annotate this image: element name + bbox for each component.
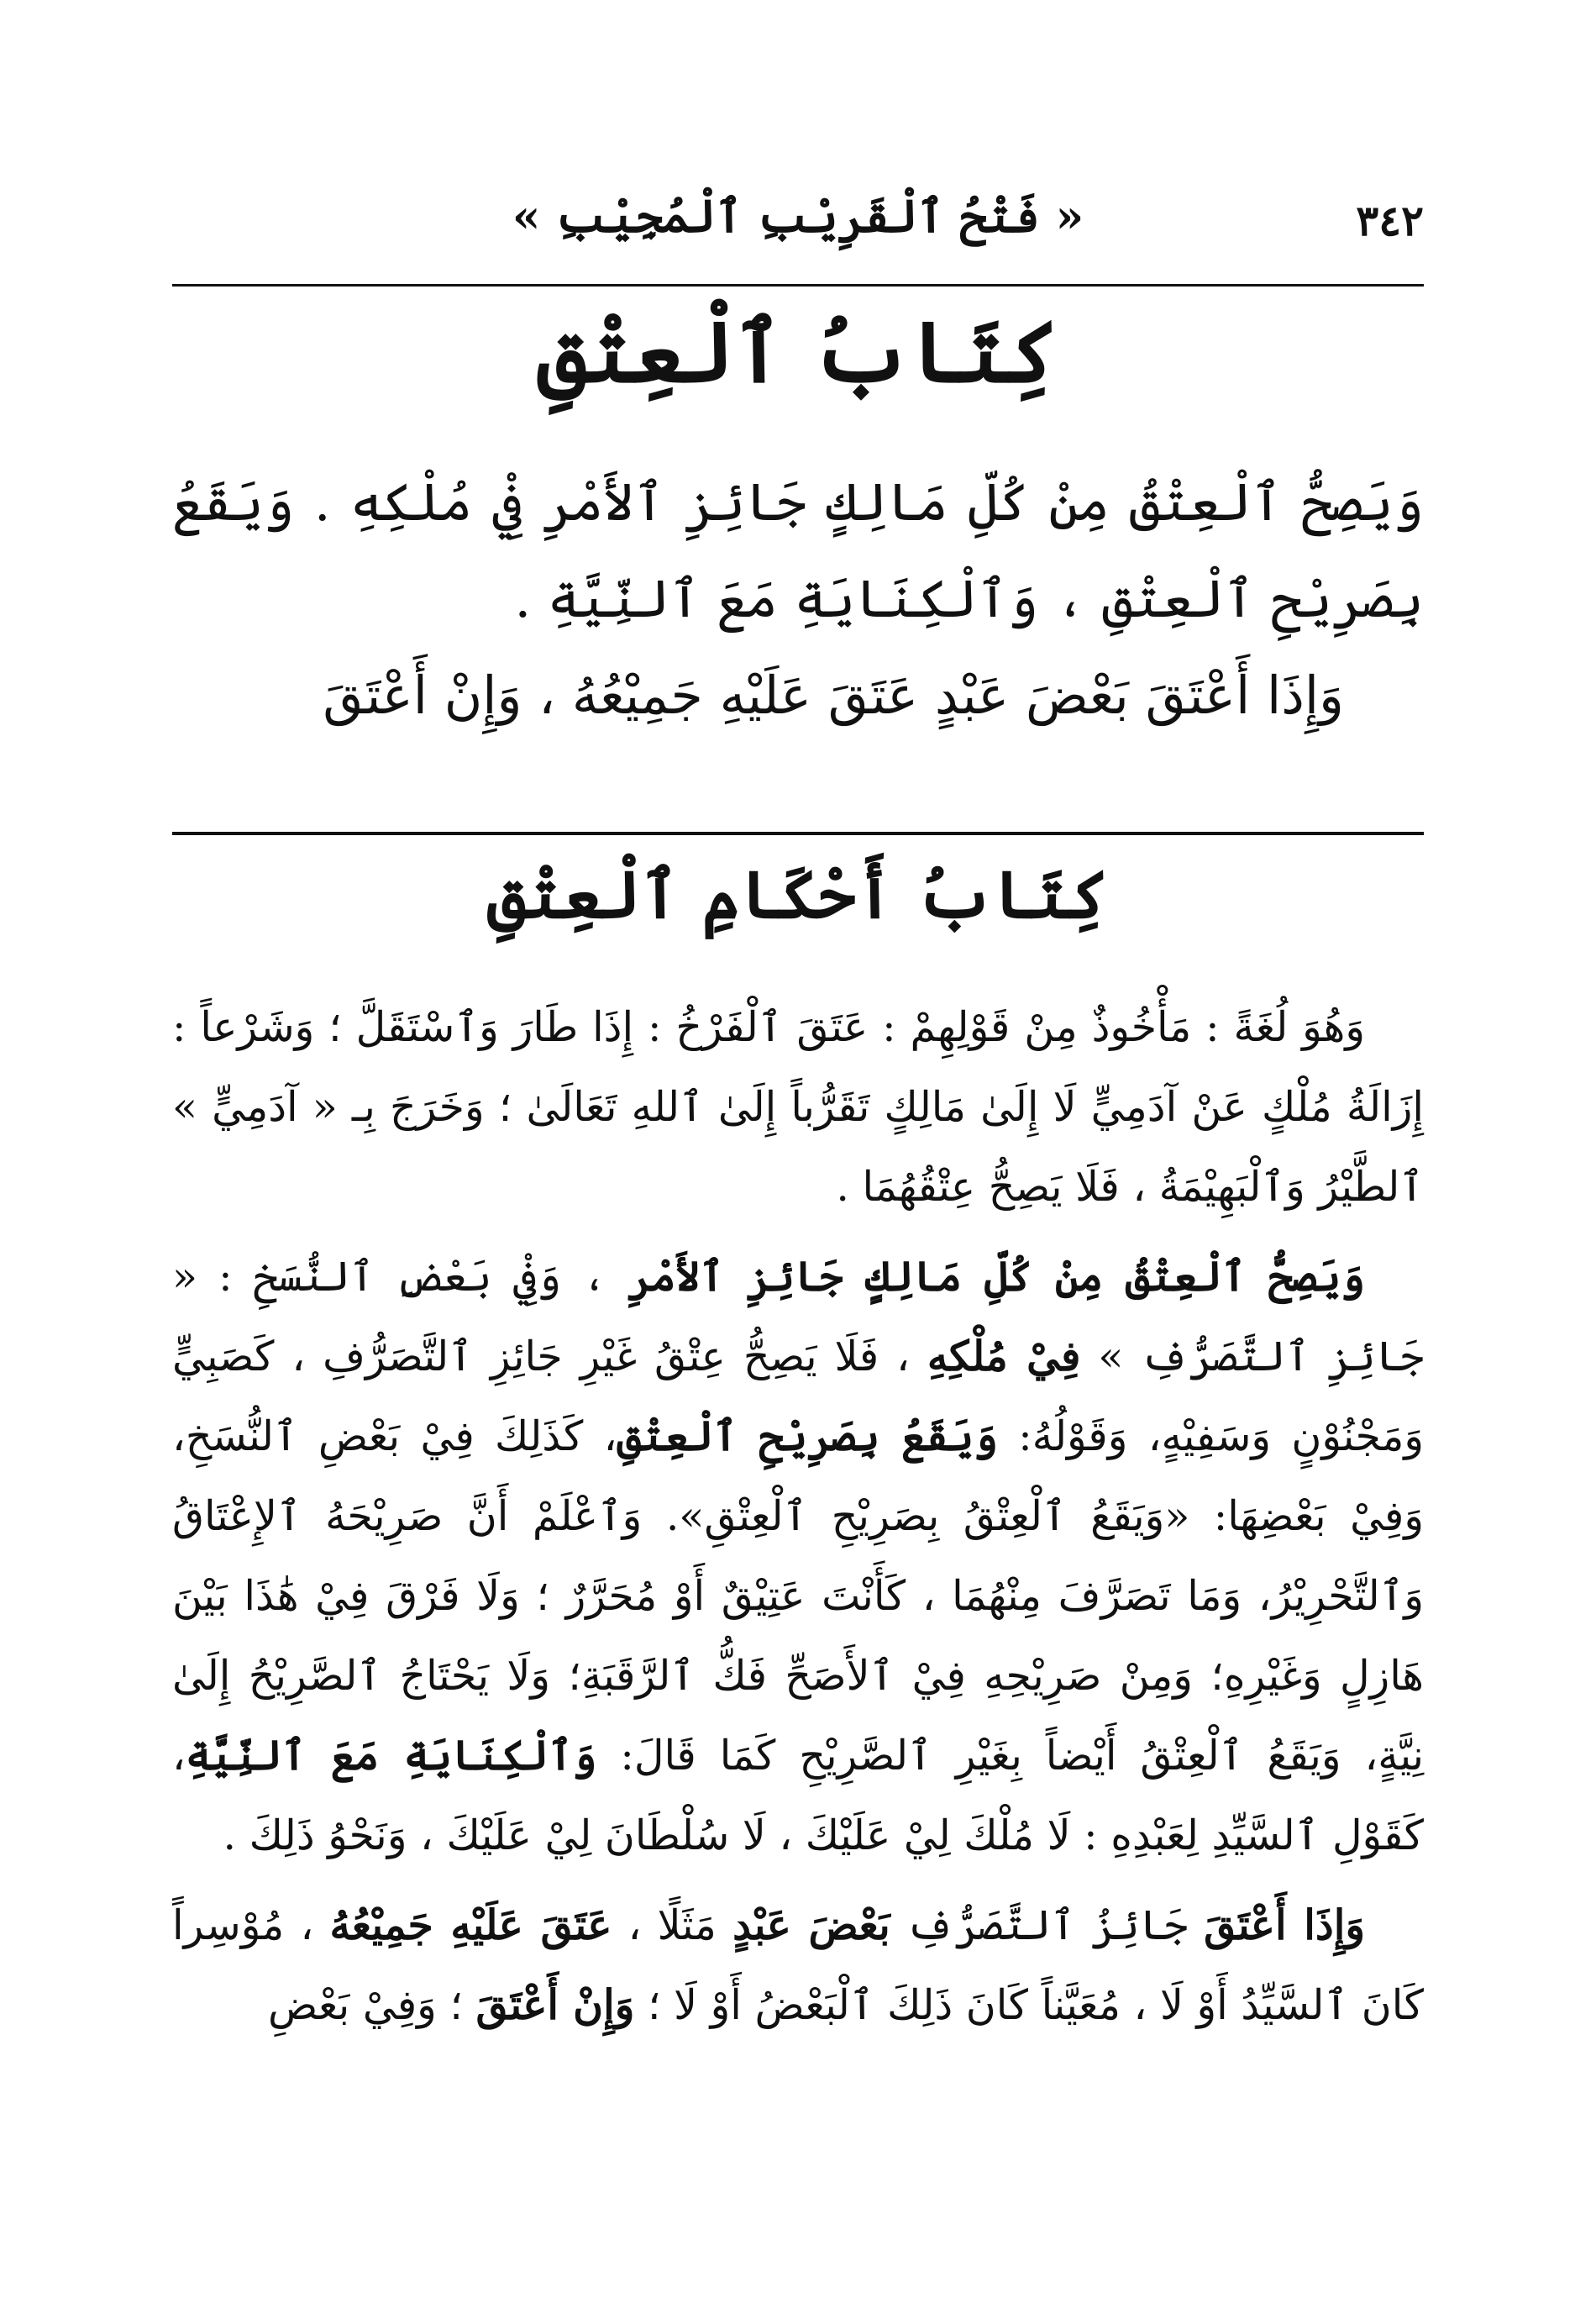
commentary-text-run: ، كَقَوْلِ ٱلسَّيِّدِ لِعَبْدِهِ : لَا مُلْكَ لِيْ عَلَيْكَ ، لَا سُلْطَانَ لِيْ عَلَيْكَ ، وَنَحْوُ ذَلِكَ . bbox=[172, 1732, 1424, 1859]
page-header bbox=[172, 189, 1424, 269]
matn-line: وَإِذَا أَعْتَقَ بَعْضَ عَبْدٍ عَتَقَ عَلَيْهِ جَمِيْعُهُ ، وَإِنْ أَعْتَقَ bbox=[323, 665, 1344, 726]
commentary-text-run: ، كَذَلِكَ فِيْ بَعْضِ ٱلنُّسَخِ، وَفِيْ بَعْضِهَا: «وَيَقَعُ ٱلْعِتْقُ بِصَرِيْحِ ٱلْعِتْقِ». وَٱعْلَمْ أَنَّ صَرِيْحَهُ ٱلإِعْتَاقُ وَٱلتَّحْرِيْرُ، وَمَا تَصَرَّفَ مِنْهُمَا ، كَأَنْتَ عَتِيْقٌ أَوْ مُحَرَّرٌ ؛ وَلَا فَرْقَ فِيْ هَٰذَا بَيْنَ هَازِلٍ وَغَيْرِهِ؛ وَمِنْ صَرِيْحِهِ فِيْ ٱلأَصَحِّ فَكُّ ٱلرَّقَبَةِ؛ وَلَا يَحْتَاجُ ٱلصَّرِيْحُ إِلَىٰ نِيَّةٍ، وَيَقَعُ ٱلْعِتْقُ أَيْضاً بِغَيْرِ ٱلصَّرِيْحِ كَمَا قَالَ: bbox=[172, 1412, 1424, 1780]
commentary-text-run: وَهُوَ لُغَةً : مَأْخُوذٌ مِنْ قَوْلِهِمْ : عَتَقَ ٱلْفَرْخُ : إِذَا طَارَ وَٱسْتَقَلَّ ؛ وَشَرْعاً : إِزَالَةُ مُلْكٍ عَنْ آدَمِيٍّ لَا إِلَىٰ مَالِكٍ تَقَرُّباً إِلَىٰ ٱللهِ تَعَالَىٰ ؛ وَخَرَجَ بِـ « آدَمِيٍّ » ٱلطَّيْرُ وَٱلْبَهِيْمَةُ ، فَلَا يَصِحُّ عِتْقُهُمَا . bbox=[172, 1003, 1424, 1211]
matn-quote: بَعْضَ عَبْدٍ bbox=[732, 1901, 890, 1949]
matn-quote: وَيَقَعُ بِصَرِيْحِ ٱلْعِتْقِ bbox=[617, 1412, 998, 1460]
matn-quote: فِيْ مُلْكِهِ bbox=[927, 1332, 1081, 1380]
commentary-paragraph bbox=[172, 1237, 1424, 1875]
commentary-text-run: مَثَلًا ، bbox=[612, 1901, 733, 1949]
commentary-text bbox=[172, 987, 1424, 2055]
matn-quote: عَتَقَ عَلَيْهِ جَمِيْعُهُ bbox=[329, 1901, 612, 1949]
matn-text bbox=[172, 454, 1424, 744]
matn-quote: وَإِنْ أَعْتَقَ bbox=[475, 1980, 635, 2029]
commentary-heading: كِتَابُ أَحْكَامِ ٱلْعِتْقِ bbox=[487, 857, 1109, 933]
matn-heading: كِتَابُ ٱلْعِتْقِ bbox=[537, 302, 1059, 402]
commentary-text-run: ، وَفِيْ بَعْضِ ٱلنُّسَخِ : « جَائِزِ ٱلتَّصَرُّفِ » bbox=[172, 1253, 1424, 1380]
header-rule bbox=[172, 284, 1424, 287]
page-number: ٣٤٢ bbox=[1356, 196, 1424, 245]
running-title: « فَتْحُ ٱلْقَرِيْبِ ٱلْمُجِيْبِ » bbox=[512, 189, 1084, 243]
commentary-paragraph bbox=[172, 1885, 1424, 2045]
matn-line: وَيَصِحُّ ٱلْعِتْقُ مِنْ كُلِّ مَالِكٍ جَائِزِ ٱلأَمْرِ فِيْ مُلْكِهِ . وَيَقَعُ بِصَرِيْحِ ٱلْعِتْقِ ، وَٱلْكِنَايَةِ مَعَ ٱلنِّيَّةِ . bbox=[172, 471, 1424, 629]
commentary-text-run: ، مُوْسِراً كَانَ ٱلسَّيِّدُ أَوْ لَا ، مُعَيَّناً كَانَ ذَلِكَ ٱلْبَعْضُ أَوْ لَا ؛ bbox=[172, 1901, 1424, 2029]
matn-quote: وَإِذَا أَعْتَقَ bbox=[1204, 1901, 1366, 1949]
section-divider bbox=[172, 832, 1424, 835]
commentary-text-run: ؛ وَفِيْ بَعْضِ bbox=[268, 1981, 476, 2029]
commentary-text-run: ، فَلَا يَصِحُّ عِتْقُ غَيْرِ جَائِزِ ٱلتَّصَرُّفِ ، كَصَبِيٍّ وَمَجْنُوْنٍ وَسَفِيْهٍ، وَقَوْلُهُ: bbox=[172, 1333, 1424, 1460]
matn-quote: وَٱلْكِنَايَةِ مَعَ ٱلنِّيَّةِ bbox=[185, 1731, 597, 1780]
matn-quote: وَيَصِحُّ ٱلْعِتْقُ مِنْ كُلِّ مَالِكٍ جَائِزِ ٱلأَمْرِ bbox=[627, 1252, 1365, 1301]
commentary-text-run: جَائِزُ ٱلتَّصَرُّفِ bbox=[890, 1901, 1205, 1949]
commentary-paragraph bbox=[172, 987, 1424, 1227]
